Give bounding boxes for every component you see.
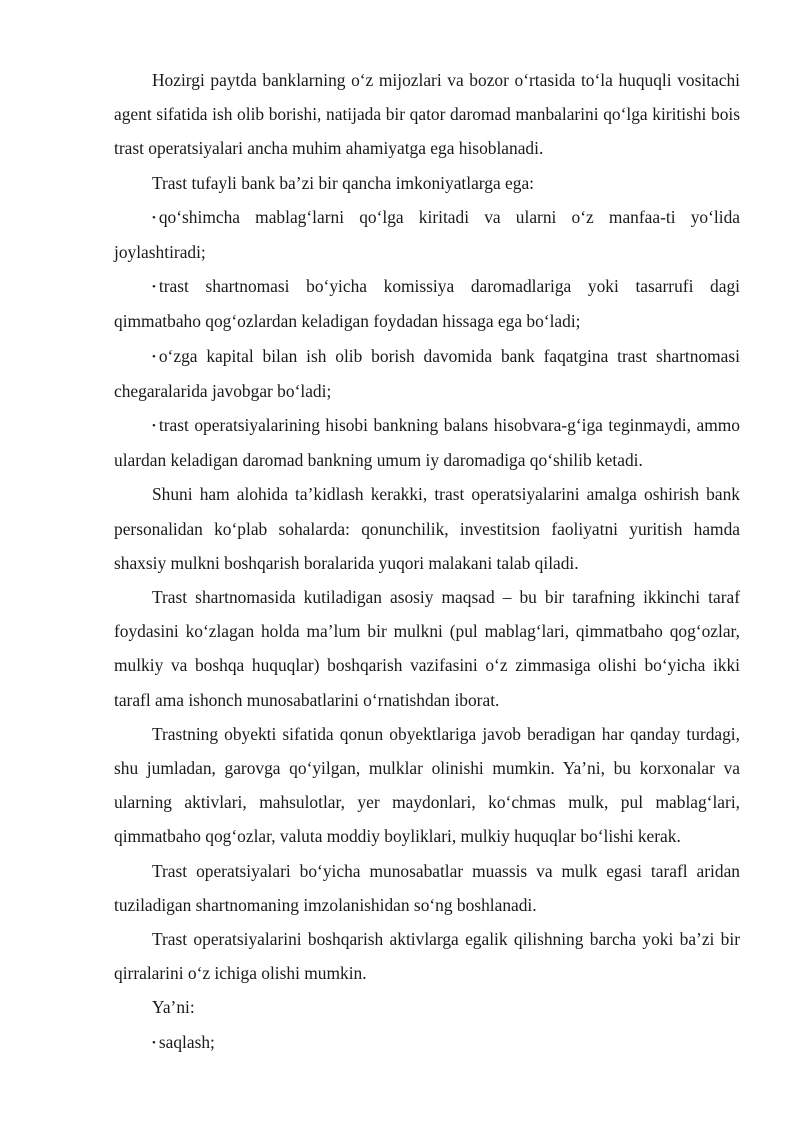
bullet-item xyxy=(114,200,740,269)
bullet-text: qo‘shimcha mablag‘larni qo‘lga kiritadi va ularni o‘z manfaa-ti yo‘lida joylashtiradi; xyxy=(114,206,740,263)
paragraph-yani: Ya’ni: xyxy=(152,997,195,1018)
paragraph-qualification: Shuni ham alohida ta’kidlash kerakki, trast operatsiyalarini amalga oshirish bank personalidan ko‘plab sohalarda: qonunchilik, investitsion faoliyatni yuritish hamda shaxsiy mulkni boshqarish boralarida yuqori malakani talab qiladi. xyxy=(114,484,740,573)
bullet-item xyxy=(114,269,740,338)
paragraph-relations: Trast operatsiyalari bo‘yicha munosabatlar muassis va mulk egasi tarafl aridan tuziladigan shartnomaning imzolanishidan so‘ng boshlanadi. xyxy=(114,860,740,915)
paragraph-trust-object: Trastning obyekti sifatida qonun obyektlariga javob beradigan har qanday turdagi, shu jumladan, garovga qo‘yilgan, mulklar olinishi mumkin. Ya’ni, bu korxonalar va ularning aktivlari, mahsulotlar, yer maydonlari, ko‘chmas mulk, pul mablag‘lari, qimmatbaho qog‘ozlar, valuta moddiy boyliklari, mulkiy huquqlar bo‘lishi kerak. xyxy=(114,723,740,847)
bullet-icon: • xyxy=(152,1036,156,1049)
bullet-icon: • xyxy=(152,281,156,294)
bullet-item xyxy=(114,1025,740,1060)
bullet-icon: • xyxy=(152,420,156,433)
bullet-icon: • xyxy=(152,211,156,224)
bullet-text: saqlash; xyxy=(158,1031,215,1052)
paragraph-opportunities-lead: Trast tufayli bank ba’zi bir qancha imkoniyatlarga ega: xyxy=(152,172,534,193)
paragraph-trust-goal: Trast shartnomasida kutiladigan asosiy maqsad – bu bir tarafning ikkinchi taraf foydasini ko‘zlagan holda ma’lum bir mulkni (pul mablag‘lari, qimmatbaho qog‘ozlar, mulkiy va boshqa huquqlar) boshqarish vazifasini o‘z zimmasiga olishi bo‘yicha ikki tarafl ama ishonch munosabatlarini o‘rnatishdan iborat. xyxy=(114,587,740,710)
bullet-item xyxy=(114,339,740,408)
paragraph-intro: Hozirgi paytda banklarning o‘z mijozlari va bozor o‘rtasida to‘la huquqli vositachi agent sifatida ish olib borishi, natijada bir qator daromad manbalarini qo‘lga kiritishi bois trast operatsiyalari ancha muhim ahamiyatga ega hisoblanadi. xyxy=(114,70,740,159)
bullet-text: trast operatsiyalarining hisobi bankning balans hisobvara-g‘iga teginmaydi, ammo ulardan keladigan daromad bankning umum iy daromadiga qo‘shilib ketadi. xyxy=(114,415,740,471)
bullet-icon: • xyxy=(152,350,156,363)
paragraph-management: Trast operatsiyalarini boshqarish aktivlarga egalik qilishning barcha yoki ba’zi bir qirralarini o‘z ichiga olishi mumkin. xyxy=(114,929,740,984)
bullet-item xyxy=(114,408,740,477)
bullet-text: trast shartnomasi bo‘yicha komissiya daromadlariga yoki tasarrufi dagi qimmatbaho qog‘ozlardan keladigan foydadan hissaga ega bo‘ladi; xyxy=(114,276,740,332)
bullet-text: o‘zga kapital bilan ish olib borish davomida bank faqatgina trast shartnomasi chegaralarida javobgar bo‘ladi; xyxy=(114,345,740,401)
